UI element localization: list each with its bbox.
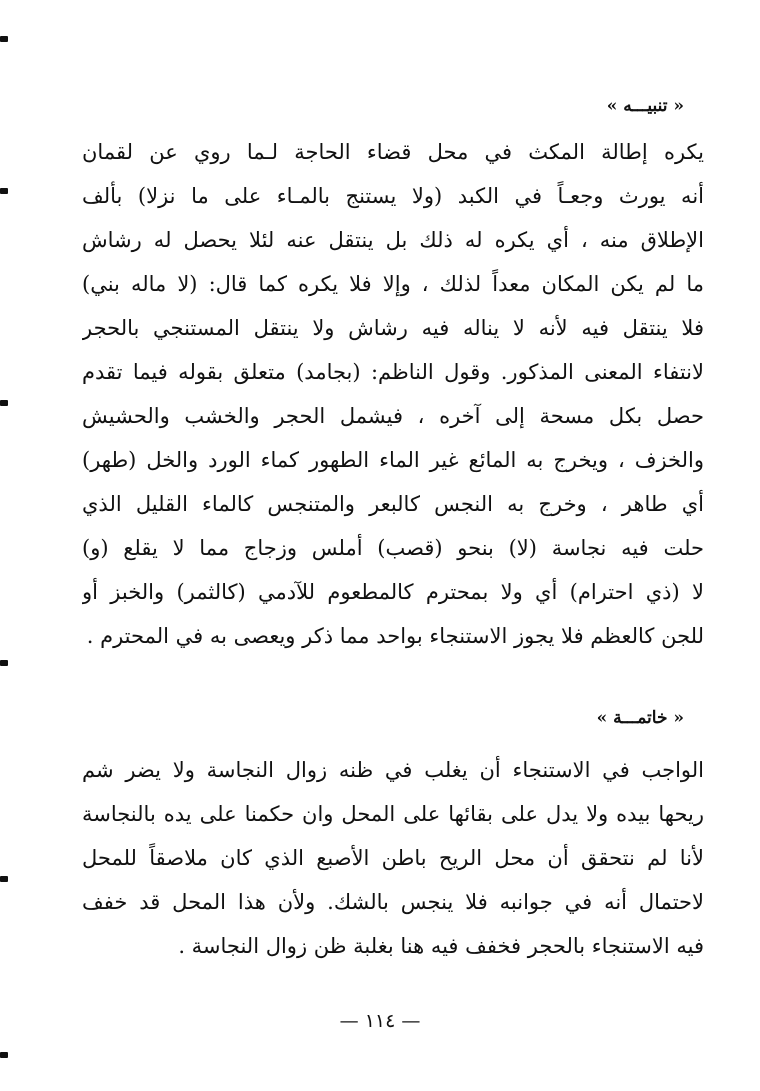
page-number: — ١١٤ — [339, 1010, 421, 1032]
scan-mark [0, 36, 8, 42]
section-heading-khatima: « خاتمـــة » [596, 708, 684, 728]
scan-mark [0, 400, 8, 406]
text-line: والخزف ، ويخرج به المائع غير الماء الطهور كماء الورد والخل (طهر) [82, 448, 704, 472]
section-heading-tanbih: « تنبيـــه » [606, 96, 684, 116]
text-line: فلا ينتقل فيه لأنه لا يناله فيه رشاش ولا ينتقل المستنجي بالحجر [82, 316, 704, 340]
text-line: لاحتمال أنه في جوانبه فلا ينجس بالشك. ولأن هذا المحل قد خفف [82, 890, 704, 914]
text-line: أنه يورث وجعـاً في الكبد (ولا يستنج بالمـاء على ما نزلا) بألف [82, 184, 704, 208]
scan-mark [0, 188, 8, 194]
text-line: لا (ذي احترام) أي ولا بمحترم كالمطعوم للآدمي (كالثمر) والخبز أو [82, 580, 704, 604]
text-line: الإطلاق منه ، أي يكره له ذلك بل ينتقل عنه لئلا يحصل له رشاش [82, 228, 704, 252]
text-line: ما لم يكن المكان معداً لذلك ، وإلا فلا يكره كما قال: (لا ماله بني) [82, 272, 704, 296]
text-line: يكره إطالة المكث في محل قضاء الحاجة لـما روي عن لقمان [82, 140, 704, 164]
text-line: فيه الاستنجاء بالحجر فخفف فيه هنا بغلبة ظن زوال النجاسة . [178, 934, 704, 958]
text-line: حصل بكل مسحة إلى آخره ، فيشمل الحجر والخشب والحشيش [82, 404, 704, 428]
scan-mark [0, 1052, 8, 1058]
text-line: حلت فيه نجاسة (لا) بنحو (قصب) أملس وزجاج مما لا يقلع (و) [82, 536, 704, 560]
text-line: أي طاهر ، وخرج به النجس كالبعر والمتنجس كالماء القليل الذي [82, 492, 704, 516]
section-body-tanbih [82, 130, 704, 658]
text-line: لأنا لم نتحقق أن محل الريح باطن الأصبع الذي كان ملاصقاً للمحل [82, 846, 704, 870]
section-body-khatima [82, 748, 704, 968]
scan-mark [0, 876, 8, 882]
text-line: للجن كالعظم فلا يجوز الاستنجاء بواحد مما ذكر ويعصى به في المحترم . [86, 624, 704, 648]
text-line: ريحها بيده ولا يدل على بقائها على المحل وان حكمنا على يده بالنجاسة [82, 802, 704, 826]
scan-mark [0, 660, 8, 666]
text-line: لانتفاء المعنى المذكور. وقول الناظم: (بجامد) متعلق بقوله فيما تقدم [82, 360, 704, 384]
text-line: الواجب في الاستنجاء أن يغلب في ظنه زوال النجاسة ولا يضر شم [82, 758, 704, 782]
